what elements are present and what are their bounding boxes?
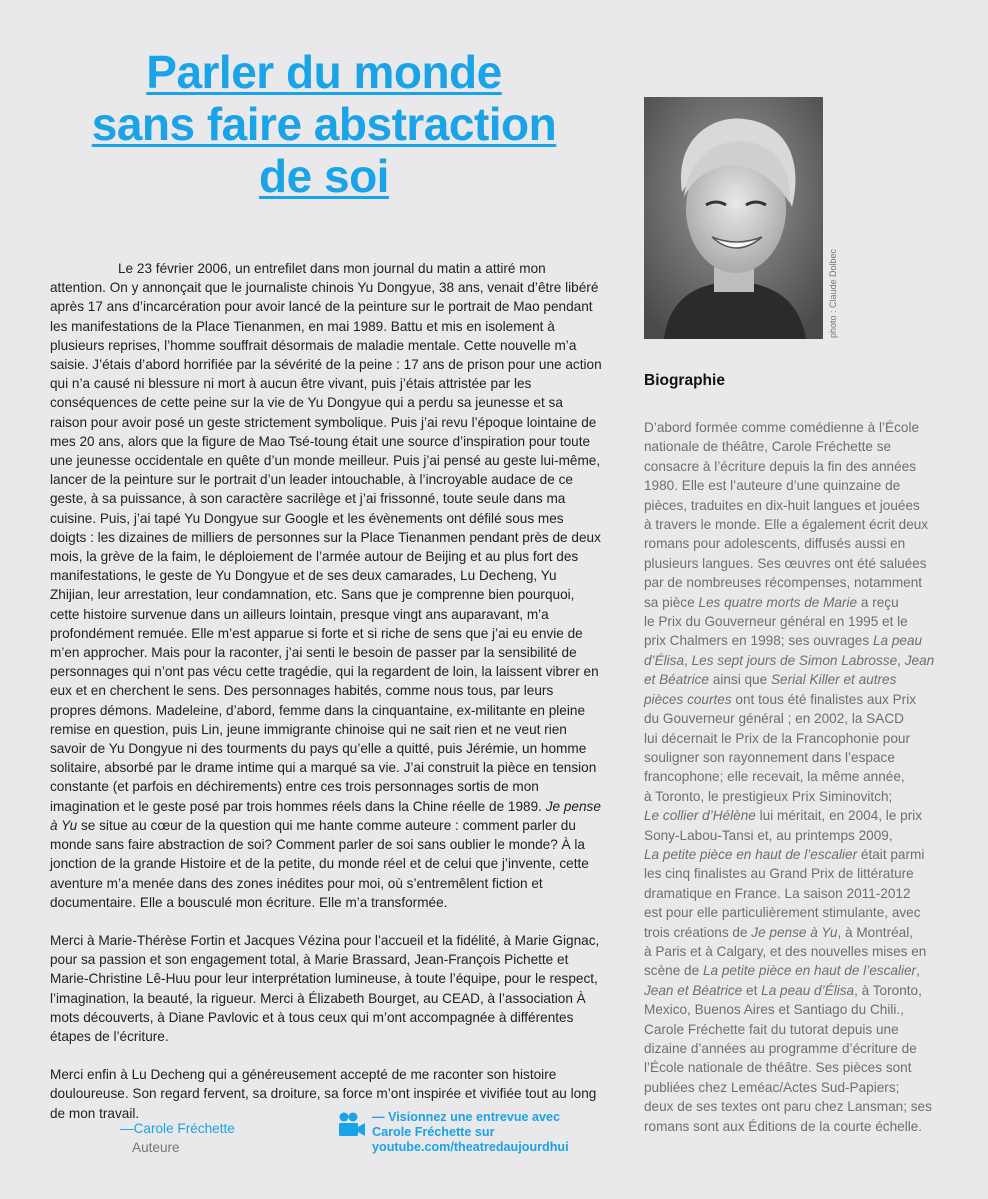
bio-heading: Biographie <box>644 372 725 389</box>
video-line-1: — Visionnez une entrevue avec <box>372 1110 561 1124</box>
bio-line: plusieurs langues. Ses œuvres ont été saluées <box>644 555 927 571</box>
bio-line: souligner son rayonnement dans l’espace <box>644 749 895 765</box>
portrait-illustration <box>644 97 823 339</box>
bio-work-title: Les sept jours de Simon Labrosse <box>691 652 898 668</box>
bio-line: Carole Fréchette fait du tutorat depuis une <box>644 1021 899 1037</box>
photo-credit: photo : Claude Dolbec <box>828 248 838 338</box>
paragraph-1 <box>50 259 602 912</box>
bio-work-title: Les quatre morts de Marie <box>698 594 858 610</box>
bio-line: à Toronto, le prestigieux Prix Siminovitch; <box>644 788 893 804</box>
bio-work-title: Jean <box>904 652 935 668</box>
video-camera-icon <box>338 1112 366 1138</box>
signature <box>120 1119 235 1157</box>
bio-line: nationale de théâtre, Carole Fréchette se <box>644 439 892 455</box>
bio-line: Le collier d’Hélène lui méritait, en 2004, le prix <box>644 808 923 824</box>
bio-line: est pour elle particulièrement stimulante, avec <box>644 905 921 921</box>
bio-work-title: d’Élisa <box>644 652 685 668</box>
bio-line: trois créations de Je pense à Yu, à Montréal, <box>644 924 914 940</box>
bio-work-title: La petite pièce en haut de l’escalier <box>702 963 917 979</box>
bio-line: D’abord formée comme comédienne à l’École <box>644 420 920 435</box>
bio-line: lui décernait le Prix de la Francophonie pour <box>644 730 910 746</box>
bio-line: consacre à l’écriture depuis la fin des années <box>644 458 917 474</box>
bio-work-title: pièces courtes <box>644 691 732 707</box>
bio-line: prix Chalmers en 1998; ses ouvrages La peau <box>644 633 923 649</box>
bio-line: à Paris et à Calgary, et des nouvelles mises en <box>644 943 927 959</box>
video-url[interactable]: youtube.com/theatredaujourdhui <box>372 1140 569 1154</box>
title-line-2: sans faire abstraction <box>91 98 557 150</box>
bio-line: d’Élisa, Les sept jours de Simon Labrosse, Jean <box>644 652 935 668</box>
author-name: —Carole Fréchette <box>120 1121 235 1136</box>
video-line-2: Carole Fréchette sur <box>372 1125 495 1139</box>
bio-line: francophone; elle recevait, la même année, <box>644 769 905 785</box>
bio-line: Mexico, Buenos Aires et Santiago du Chili., <box>644 1002 904 1018</box>
bio-line: dramatique en France. La saison 2011-2012 <box>644 885 911 901</box>
paragraph-1-end: se situe au cœur de la question qui me hante comme auteure : comment parler du monde sans faire abstraction de soi? Comment parler de soi sans oublier le monde? À la jonction de la grande Histoire et de la petite, du monde réel et de celui que j’invente, cette aventure m’a menée dans des zones inédites pour moi, où s’entremêlent fiction et documentaire. Elle a bousculé mon écriture. Elle m’a transformée. <box>50 817 589 910</box>
bio-line: romans pour adolescents, diffusés aussi en <box>644 536 906 552</box>
bio-line: pièces courtes ont tous été finalistes aux Prix <box>644 691 917 707</box>
bio-line: pièces, traduites en dix-huit langues et jouées <box>644 497 920 513</box>
bio-work-title: Serial Killer et autres <box>770 672 897 688</box>
bio-line: Jean et Béatrice et La peau d’Élisa, à Toronto, <box>644 982 922 998</box>
bio-line: les cinq finalistes au Grand Prix de littérature <box>644 866 914 882</box>
bio-line: l’École nationale de théâtre. Ses pièces sont <box>644 1060 912 1076</box>
bio-line: dizaine d’années au programme d’écriture de <box>644 1041 917 1056</box>
bio-line: scène de La petite pièce en haut de l’escalier, <box>644 963 920 979</box>
bio-line: deux de ses textes ont paru chez Lansman; ses <box>644 1099 932 1115</box>
video-link-text[interactable] <box>372 1110 612 1155</box>
bio-work-title: Je pense à Yu <box>751 924 838 940</box>
bio-line: romans sont aux Éditions de la courte échelle. <box>644 1118 923 1134</box>
bio-line: Sony-Labou-Tansi et, au printemps 2009, <box>644 827 893 843</box>
paragraph-2: Merci à Marie-Thérèse Fortin et Jacques Vézina pour l’accueil et la fidélité, à Marie Gignac, pour sa passion et son engagement total, à Marie Brassard, Jean-François Pichette et Marie-Christine Lê-Huu pour leur interprétation lumineuse, à toute l’équipe, pour le respect, l’imagination, la beauté, la rigueur. Merci à Élizabeth Bourget, au CEAD, à l’association À mots découverts, à Diane Pavlovic et à tous ceux qui m’ont accompagnée à différentes étapes de l’écriture. <box>50 932 600 1044</box>
author-role: Auteure <box>132 1140 180 1155</box>
author-photo <box>644 97 823 339</box>
bio-text <box>644 418 944 1136</box>
bio-line: La petite pièce en haut de l’escalier était parmi <box>644 846 925 862</box>
article-title <box>50 46 598 202</box>
bio-line: publiées chez Leméac/Actes Sud-Papiers; <box>644 1079 900 1095</box>
paragraph-1-text: Le 23 février 2006, un entrefilet dans mon journal du matin a attiré mon attention. On y annonçait que le journaliste chinois Yu Dongyue, 38 ans, venait d’être libéré après 17 ans d’incarcération pour avoir lancé de la peinture sur le portrait de Mao pendant les manifestations de la Place Tienanmen, en mai 1989. Battu et mis en isolement à plusieurs reprises, l’homme souffrait désormais de maladie mentale. Cette nouvelle m’a saisie. J’étais d’abord horrifiée par la sévérité de la peine : 17 ans de prison pour une action qui n’a causé ni blessure ni mort à aucun être vivant, puis j’étais attristée par les conséquences de cette peine sur la vie de Yu Dongyue qui a perdu sa jeunesse et sa raison pour avoir posé un geste strictement symbolique. Puis j’ai revu l’époque lointaine de mes 20 ans, alors que la figure de Mao Tsé-toung était une source d’inspiration pour toute une jeunesse occidentale en quête d’un monde meilleur. Puis j’ai pensé au geste lui-même, lancer de la peinture sur le portrait d’un leader intouchable, à l’incroyable audace de ce geste, à sa puissance, à son caractère sacrilège et j’ai frissonné, toute seule dans ma cuisine. Puis, j’ai tapé Yu Dongyue sur Google et les évènements ont défilé sous mes doigts : les dizaines de milliers de personnes sur la Place Tienanmen pendant près de deux mois, la grève de la faim, le déploiement de l’armée autour de Beijing et au plus fort des manifestations, le geste de Yu Dongyue et de ses deux camarades, Lu Decheng, Yu Zhijian, leur arrestation, leur condamnation, etc. Sans que je comprenne bien pourquoi, cette histoire survenue dans un ailleurs lointain, presque vingt ans auparavant, m’a profondément remuée. Elle m’est apparue si forte et si riche de sens que j’ai eu envie de m’en approcher. Mais pour la raconter, j’ai senti le besoin de passer par la sensibilité de personnages qui n’ont pas vécu cette tragédie, qui la regardent de loin, la laissent vibrer en eux et en cherchent le sens. Des personnages habités, comme nous tous, par leurs propres démons. Madeleine, d’abord, femme dans la cinquantaine, ex-militante en pleine remise en question, puis Lin, jeune immigrante chinoise qui ne sait rien et ne veut rien savoir de Yu Dongyue ni des tourments du pays qu’elle a quitté, puis Jérémie, un homme solitaire, absorbé par le drame intime qui a marqué sa vie. J’ai construit la pièce en tension constante (et parfois en déchirements) entre ces trois personnages sortis de mon imagination et le geste posé par trois hommes réels dans la Chine réelle de 1989. <box>50 261 602 814</box>
bio-line: du Gouverneur général ; en 2002, la SACD <box>644 711 904 727</box>
bio-work-title: La peau <box>872 633 923 649</box>
bio-line: à travers le monde. Elle a également écrit deux <box>644 517 929 533</box>
bio-work-title: et Béatrice <box>644 672 709 688</box>
paragraph-3: Merci enfin à Lu Decheng qui a généreusement accepté de me raconter son histoire douloureuse. Son regard fervent, sa droiture, sa force m’ont inspirée et vivifiée tout au long de mon travail. <box>50 1067 597 1121</box>
bio-work-title: Le collier d’Hélène <box>644 808 756 824</box>
bio-line: par de nombreuses récompenses, notamment <box>644 575 923 591</box>
bio-work-title: La petite pièce en haut de l’escalier <box>644 846 858 862</box>
bio-work-title: La peau d’Élisa <box>761 982 855 998</box>
bio-line: le Prix du Gouverneur général en 1995 et le <box>644 614 908 630</box>
title-line-3: de soi <box>259 150 389 202</box>
article-body <box>50 259 602 1123</box>
bio-line: sa pièce Les quatre morts de Marie a reçu <box>644 594 899 610</box>
play-title-italic: Je pense à Yu <box>50 798 601 833</box>
bio-line: 1980. Elle est l’auteure d’une quinzaine de <box>644 478 901 494</box>
bio-line: et Béatrice ainsi que Serial Killer et autres <box>644 672 897 688</box>
bio-work-title: Jean et Béatrice <box>644 982 743 998</box>
title-line-1: Parler du monde <box>146 46 502 98</box>
